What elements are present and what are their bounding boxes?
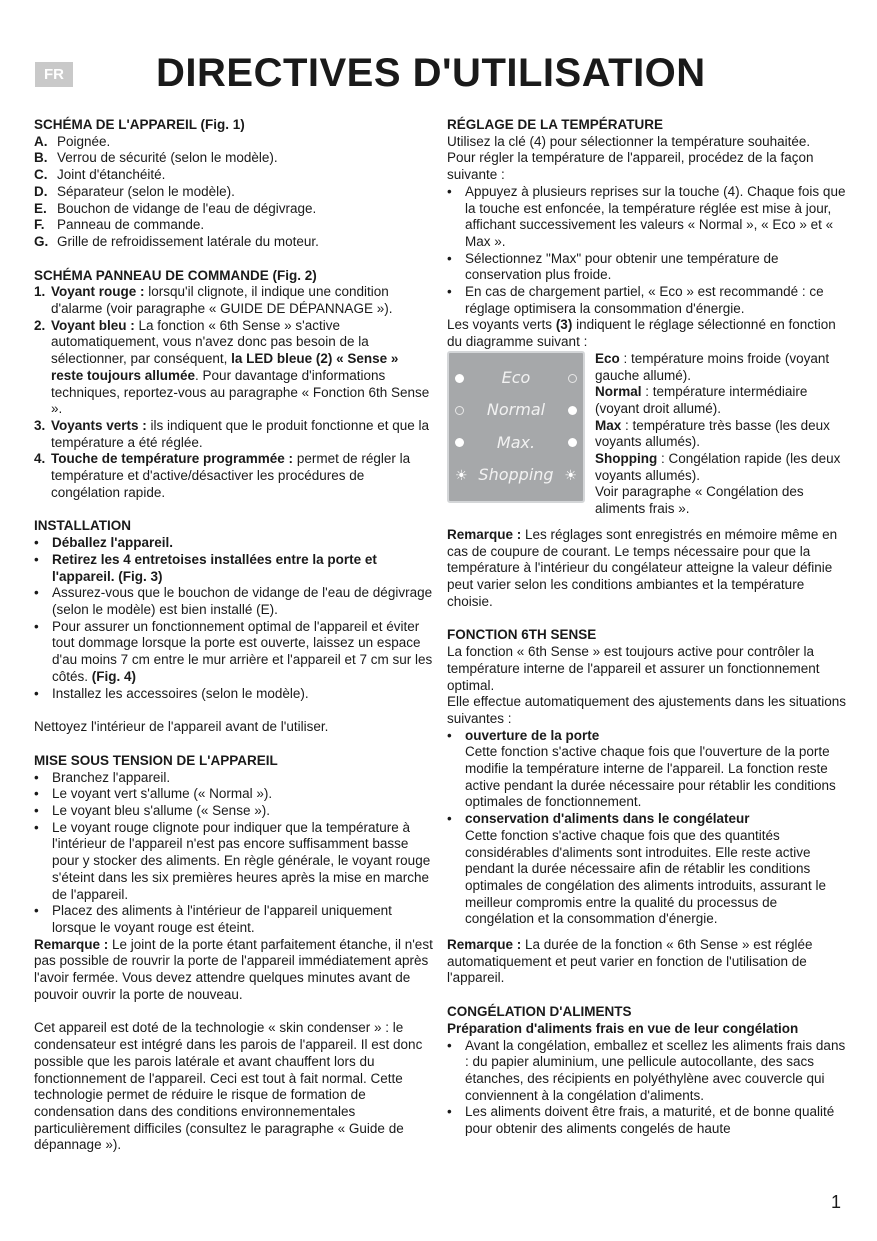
control-panel-section (34, 268, 434, 502)
remark: Remarque : Le joint de la porte étant parfaitement étanche, il n'est pas possible de rouvrir la porte de l'appareil immédiatement après l'avoir fermée. Vous devez attendre quelques minutes avant de pouvoir ouvrir la porte de nouveau. (34, 936, 433, 1002)
list-item: • Installez les accessoires (selon le modèle). (34, 685, 309, 701)
list-item: G. Grille de refroidissement latérale du moteur. (34, 233, 319, 249)
panel-row-shopping (455, 464, 577, 484)
list-item: • Sélectionnez "Max" pour obtenir une température de conservation plus froide. (447, 250, 779, 283)
list-item: • Appuyez à plusieurs reprises sur la touche (4). Chaque fois que la touche est enfoncée, la température réglée est mise à jour, affichant successivement les valeurs « Normal », « Eco » et « Max ». (447, 183, 846, 249)
list-item: • En cas de chargement partiel, « Eco » est recommandé : ce réglage optimisera la consommation d'énergie. (447, 284, 824, 316)
section-title: MISE SOUS TENSION DE L'APPAREIL (34, 752, 278, 768)
led-on-icon (568, 406, 577, 415)
paragraph: Cet appareil est doté de la technologie « skin condenser » : le condensateur est intégré dans les parois de l'appareil. Il est donc possible que les parois latérale et avant chauffent lors du fonctionnement de l'appareil. Ceci est tout à fait normal. Cette technologie permet de réduire le risque de formation de condensation dans des conditions environnementales particulièrement difficiles (consultez le paragraphe « Guide de dépannage »). (34, 1020, 423, 1153)
section-title: INSTALLATION (34, 518, 131, 534)
paragraph: La fonction « 6th Sense » est toujours active pour contrôler la température interne de l'appareil et assurer un fonctionnement optimal. (447, 644, 820, 693)
section-title: FONCTION 6TH SENSE (447, 627, 597, 643)
list-item: • conservation d'aliments dans le congélateur (447, 811, 750, 827)
list-item: E. Bouchon de vidange de l'eau de dégivrage. (34, 200, 317, 216)
paragraph: Nettoyez l'intérieur de l'appareil avant de l'utiliser. (34, 719, 329, 735)
list-item: F. Panneau de commande. (34, 217, 205, 233)
paragraph: Pour régler la température de l'appareil, procédez de la façon suivante : (447, 150, 814, 183)
list-item: • Le voyant vert s'allume (« Normal »). (34, 786, 273, 802)
language-badge: FR (35, 62, 73, 87)
list-item: • Pour assurer un fonctionnement optimal de l'appareil et éviter tout dommage lorsque la porte est ouverte, laissez un espace d'au moins 7 cm entre le mur arrière et l'appareil et 7 cm sur les côtés. (Fig. 4) (34, 618, 433, 684)
appliance-parts-list (34, 134, 434, 251)
led-blinking-icon: ☀ (564, 467, 577, 484)
list-item: 4. Touche de température programmée : permet de régler la température et d'active/désactiver les procédures de congélation rapide. (34, 451, 411, 500)
panel-row-eco (455, 370, 577, 387)
sixth-sense-section (447, 627, 847, 987)
appliance-diagram-section (34, 117, 434, 251)
list-item: • Retirez les 4 entretoises installées entre la porte et l'appareil. (Fig. 3) (34, 551, 377, 584)
power-on-steps (34, 770, 434, 937)
paragraph: Utilisez la clé (4) pour sélectionner la température souhaitée. (447, 133, 811, 149)
panel-label: Shopping (478, 464, 554, 484)
led-on-icon (455, 438, 464, 447)
section-subtitle: Préparation d'aliments frais en vue de leur congélation (447, 1020, 799, 1036)
right-column (447, 117, 847, 1138)
control-panel-figure (447, 351, 847, 518)
installation-section (34, 518, 434, 735)
panel-label: Normal (486, 400, 546, 420)
list-item: C. Joint d'étanchéité. (34, 167, 166, 183)
list-item: • Assurez-vous que le bouchon de vidange de l'eau de dégivrage (selon le modèle) est bien installé (E). (34, 585, 433, 617)
section-title: CONGÉLATION D'ALIMENTS (447, 1004, 632, 1020)
paragraph: Elle effectue automatiquement des ajustements dans les situations suivantes : (447, 694, 846, 726)
power-on-section (34, 753, 434, 1154)
freezing-section (447, 1004, 847, 1138)
list-item: 1. Voyant rouge : lorsqu'il clignote, il indique une condition d'alarme (voir paragraphe « GUIDE DE DÉPANNAGE »). (34, 284, 393, 317)
list-item: • ouverture de la porte (447, 727, 600, 743)
remark: Remarque : Les réglages sont enregistrés en mémoire même en cas de coupure de courant. Le temps nécessaire pour que la température à l'intérieur du congélateur atteigne la valeur définie peut varier selon les conditions ambiantes et la température choisie. (447, 526, 838, 609)
page-number: 1 (831, 1192, 842, 1212)
remark: Remarque : La durée de la fonction « 6th Sense » est réglée automatiquement et peut varier en fonction de l'utilisation de l'appareil. (447, 937, 813, 986)
panel-legend: Eco : température moins froide (voyant gauche allumé). Normal : température intermédiaire (voyant droit allumé). Max : température très basse (les deux voyants allumés). Shopping : Congélation rapide (les deux voyants allumés). Voir paragraphe « Congélation des aliments frais ». (595, 350, 841, 517)
list-item: D. Séparateur (selon le modèle). (34, 183, 235, 199)
left-column (34, 117, 434, 1154)
led-on-icon (568, 438, 577, 447)
led-on-icon (455, 374, 464, 383)
list-item: B. Verrou de sécurité (selon le modèle). (34, 150, 278, 166)
paragraph: Les voyants verts (3) indiquent le réglage sélectionné en fonction du diagramme suivant : (447, 317, 836, 350)
list-item: • Avant la congélation, emballez et scellez les aliments frais dans : du papier aluminium, une pellicule autocollante, des sacs étanches, des récipients en polyéthylène avec couvercle qui conviennent à la congélation d'aliments. (447, 1037, 846, 1103)
list-item: • Branchez l'appareil. (34, 769, 171, 785)
page-title: DIRECTIVES D'UTILISATION (156, 51, 706, 95)
control-panel-illustration (447, 351, 585, 503)
list-item: 2. Voyant bleu : La fonction « 6th Sense » s'active automatiquement, vous n'avez donc pas besoin de la sélectionner, par conséquent, la LED bleue (2) « Sense » reste toujours allumée. Pour davantage d'informations techniques, reportez-vous au paragraphe « Fonction 6th Sense ». (34, 317, 430, 417)
paragraph: Cette fonction s'active chaque fois que des quantités considérables d'aliments sont introduites. Elle reste active pendant la durée nécessaire afin de rétablir les conditions optimales de congélation des aliments introduits, assurant le meilleur compromis entre la qualité du processus de congélation et la consommation d'énergie. (465, 827, 826, 927)
list-item: • Le voyant bleu s'allume (« Sense »). (34, 803, 270, 819)
list-item: • Le voyant rouge clignote pour indiquer que la température à l'intérieur de l'appareil n'est pas encore suffisamment basse pour y stocker des aliments. En règle générale, le voyant rouge s'éteint dans les six premières heures après la mise en marche de l'appareil. (34, 819, 431, 902)
paragraph: Cette fonction s'active chaque fois que l'ouverture de la porte modifie la température interne de l'appareil. La fonction reste active pendant la durée nécessaire pour rétablir les conditions optimales de fonctionnement. (465, 744, 836, 810)
list-item: 3. Voyants verts : ils indiquent que le produit fonctionne et que la température a été réglée. (34, 417, 429, 450)
section-title: SCHÉMA PANNEAU DE COMMANDE (Fig. 2) (34, 267, 317, 283)
led-blinking-icon: ☀ (455, 467, 468, 484)
list-item: A. Poignée. (34, 133, 111, 149)
led-off-icon (455, 406, 464, 415)
panel-row-max (455, 432, 577, 452)
section-title: SCHÉMA DE L'APPAREIL (Fig. 1) (34, 117, 245, 132)
list-item: • Placez des aliments à l'intérieur de l'appareil uniquement lorsque le voyant rouge est éteint. (34, 903, 392, 935)
panel-label: Eco (501, 368, 531, 388)
list-item: • Déballez l'appareil. (34, 535, 174, 551)
temperature-section (447, 117, 847, 610)
list-item: • Les aliments doivent être frais, a maturité, et de bonne qualité pour obtenir des aliments congelés de haute (447, 1104, 835, 1137)
panel-row-normal (455, 402, 577, 419)
led-off-icon (568, 374, 577, 383)
section-title: RÉGLAGE DE LA TEMPÉRATURE (447, 117, 664, 132)
panel-label: Max. (496, 432, 536, 452)
